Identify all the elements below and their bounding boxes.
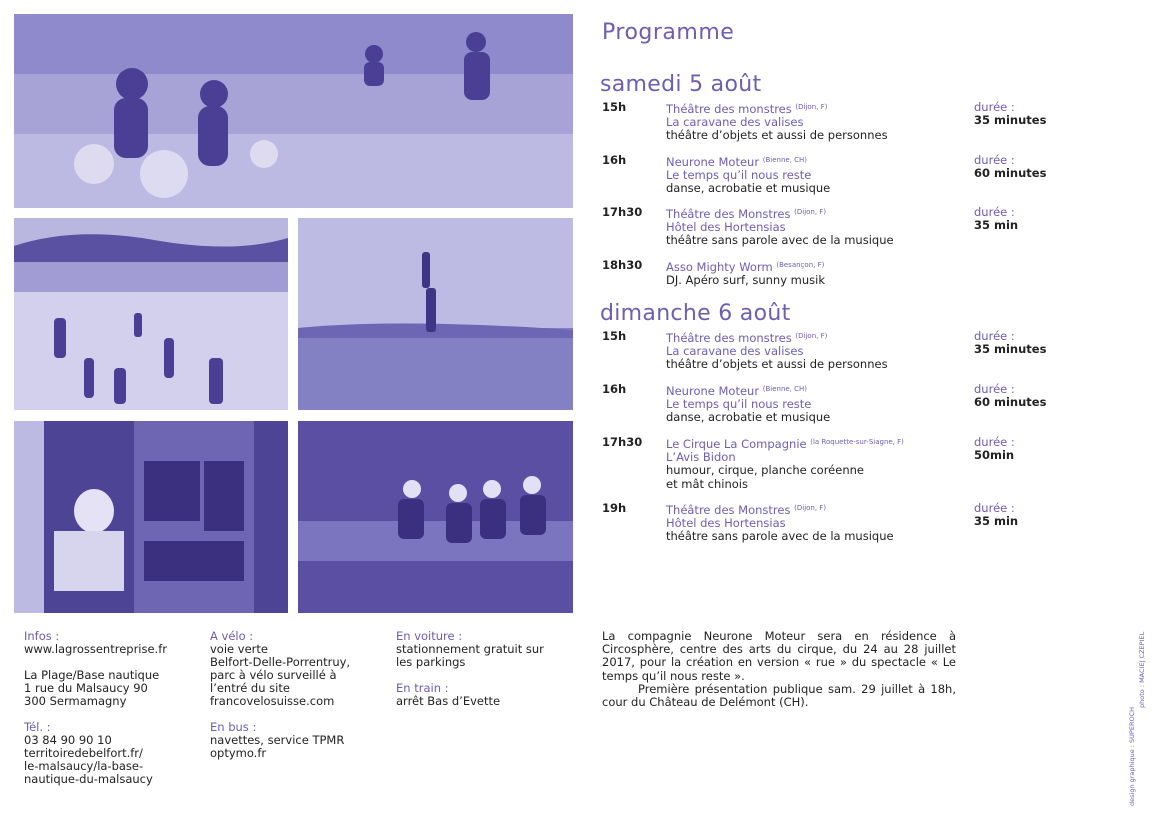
website-link[interactable]: www.lagrossentreprise.fr bbox=[24, 642, 167, 656]
day-title-saturday: samedi 5 août bbox=[600, 72, 762, 97]
duration-label: durée : bbox=[974, 329, 1015, 343]
event-sun-2 bbox=[602, 383, 1062, 423]
event-show: La caravane des valises bbox=[666, 115, 804, 130]
event-desc: danse, acrobatie et musique bbox=[666, 181, 831, 196]
event-show: Le temps qu’il nous reste bbox=[666, 397, 812, 412]
info-transport-car-train bbox=[396, 630, 576, 708]
event-time: 18h30 bbox=[602, 258, 643, 272]
duration-value: 35 min bbox=[974, 514, 1019, 529]
place-name: La Plage/Base nautique bbox=[24, 668, 160, 682]
event-origin: (Besançon, F) bbox=[776, 261, 825, 269]
event-company: Le Cirque La Compagnie $^{(la Roquette-sur-Siagne, F)}$ bbox=[666, 437, 904, 451]
bus-line: navettes, service TPMR bbox=[210, 733, 345, 747]
photo-musicians-stage bbox=[298, 421, 573, 613]
duration-label: durée : bbox=[974, 153, 1015, 167]
velo-link[interactable]: francovelosuisse.com bbox=[210, 694, 335, 708]
event-time: 15h bbox=[602, 329, 627, 343]
voiture-label: En voiture : bbox=[396, 629, 463, 643]
tel-label: Tél. : bbox=[24, 720, 51, 734]
event-company: Théâtre des monstres $^{(Dijon, F)}$ bbox=[666, 331, 828, 345]
event-sat-2 bbox=[602, 154, 1062, 194]
event-origin: (Bienne, CH) bbox=[762, 156, 808, 164]
day-title-sunday: dimanche 6 août bbox=[600, 301, 791, 326]
bus-label: En bus : bbox=[210, 720, 257, 734]
residency-paragraph bbox=[602, 630, 956, 709]
credit-photo: photo : MACIEJ CZEPIEL bbox=[1138, 631, 1146, 708]
duration-label: durée : bbox=[974, 382, 1015, 396]
photo-beach-crowd bbox=[14, 218, 288, 410]
event-desc: DJ. Apéro surf, sunny musik bbox=[666, 273, 825, 288]
event-time: 17h30 bbox=[602, 435, 643, 449]
event-company: Théâtre des Monstres $^{(Dijon, F)}$ bbox=[666, 503, 827, 517]
photo-acrobats-sky bbox=[298, 218, 573, 410]
train-line: arrêt Bas d’Evette bbox=[396, 694, 501, 708]
event-desc: théâtre d’objets et aussi de personnes bbox=[666, 357, 888, 372]
info-contact bbox=[24, 630, 204, 786]
event-show: Le temps qu’il nous reste bbox=[666, 168, 812, 183]
photo-beach-children bbox=[14, 14, 573, 208]
city-address: 300 Sermamagny bbox=[24, 694, 127, 708]
event-show: La caravane des valises bbox=[666, 344, 804, 359]
event-sun-1 bbox=[602, 330, 1062, 370]
event-sat-1 bbox=[602, 101, 1062, 141]
event-time: 16h bbox=[602, 382, 627, 396]
info-transport-velo-bus bbox=[210, 630, 390, 760]
duration-value: 60 minutes bbox=[974, 166, 1047, 181]
duration-value: 35 minutes bbox=[974, 113, 1047, 128]
bus-link[interactable]: optymo.fr bbox=[210, 746, 267, 760]
photo-caravan-valises bbox=[14, 421, 288, 613]
duration-label: durée : bbox=[974, 501, 1015, 515]
event-sun-4 bbox=[602, 502, 1062, 542]
event-time: 19h bbox=[602, 501, 627, 515]
voiture-line: stationnement gratuit sur bbox=[396, 642, 544, 656]
duration-label: durée : bbox=[974, 205, 1015, 219]
programme-title: Programme bbox=[602, 20, 735, 45]
duration-value: 35 minutes bbox=[974, 342, 1047, 357]
event-origin: (Dijon, F) bbox=[794, 208, 827, 216]
event-desc: théâtre sans parole avec de la musique bbox=[666, 529, 894, 544]
event-origin: (Dijon, F) bbox=[795, 332, 828, 340]
credit-design: design graphique : SUPEROCH bbox=[1128, 707, 1136, 806]
event-show: L’Avis Bidon bbox=[666, 450, 736, 465]
url-line[interactable]: territoiredebelfort.fr/ bbox=[24, 746, 143, 760]
event-company: Asso Mighty Worm $^{(Besançon, F)}$ bbox=[666, 260, 825, 274]
event-sun-3 bbox=[602, 436, 1062, 490]
event-company: Théâtre des Monstres $^{(Dijon, F)}$ bbox=[666, 207, 827, 221]
event-desc: théâtre d’objets et aussi de personnes bbox=[666, 128, 888, 143]
duration-value: 60 minutes bbox=[974, 395, 1047, 410]
event-time: 15h bbox=[602, 100, 627, 114]
velo-line: parc à vélo surveillé à bbox=[210, 668, 337, 682]
event-origin: (Dijon, F) bbox=[795, 103, 828, 111]
event-show: Hôtel des Hortensias bbox=[666, 220, 786, 235]
residency-text-1: La compagnie Neurone Moteur sera en résidence à Circosphère, centre des arts du cirque, du 24 au 28 juillet 2017, pour la création en version « rue » du spectacle « Le temps qu’il nous reste ». bbox=[602, 629, 956, 683]
duration-label: durée : bbox=[974, 100, 1015, 114]
event-company: Neurone Moteur $^{(Bienne, CH)}$ bbox=[666, 384, 808, 398]
event-origin: (Bienne, CH) bbox=[762, 385, 808, 393]
event-company: Neurone Moteur $^{(Bienne, CH)}$ bbox=[666, 155, 808, 169]
infos-label: Infos : bbox=[24, 629, 60, 643]
phone-number: 03 84 90 90 10 bbox=[24, 733, 112, 747]
train-label: En train : bbox=[396, 681, 449, 695]
street-address: 1 rue du Malsaucy 90 bbox=[24, 681, 148, 695]
event-sat-3 bbox=[602, 206, 1062, 246]
velo-label: A vélo : bbox=[210, 629, 254, 643]
url-line[interactable]: nautique-du-malsaucy bbox=[24, 772, 153, 786]
url-line[interactable]: le-malsaucy/la-base- bbox=[24, 759, 144, 773]
event-origin: (Dijon, F) bbox=[794, 504, 827, 512]
event-desc: danse, acrobatie et musique bbox=[666, 410, 831, 425]
event-time: 17h30 bbox=[602, 205, 643, 219]
voiture-line: les parkings bbox=[396, 655, 466, 669]
residency-text-2: Première présentation publique sam. 29 juillet à 18h, cour du Château de Delémont (CH). bbox=[602, 681, 956, 710]
event-desc: et mât chinois bbox=[666, 476, 748, 491]
event-desc: théâtre sans parole avec de la musique bbox=[666, 233, 894, 248]
event-company: Théâtre des monstres $^{(Dijon, F)}$ bbox=[666, 102, 828, 116]
velo-line: l’entré du site bbox=[210, 681, 290, 695]
event-origin: (la Roquette-sur-Siagne, F) bbox=[810, 438, 904, 446]
velo-line: Belfort-Delle-Porrentruy, bbox=[210, 655, 351, 669]
duration-value: 35 min bbox=[974, 218, 1019, 233]
event-time: 16h bbox=[602, 153, 627, 167]
event-sat-4 bbox=[602, 259, 1062, 287]
duration-value: 50min bbox=[974, 448, 1015, 463]
duration-label: durée : bbox=[974, 435, 1015, 449]
velo-line: voie verte bbox=[210, 642, 268, 656]
event-desc: humour, cirque, planche coréenne bbox=[666, 463, 864, 478]
event-show: Hôtel des Hortensias bbox=[666, 516, 786, 531]
